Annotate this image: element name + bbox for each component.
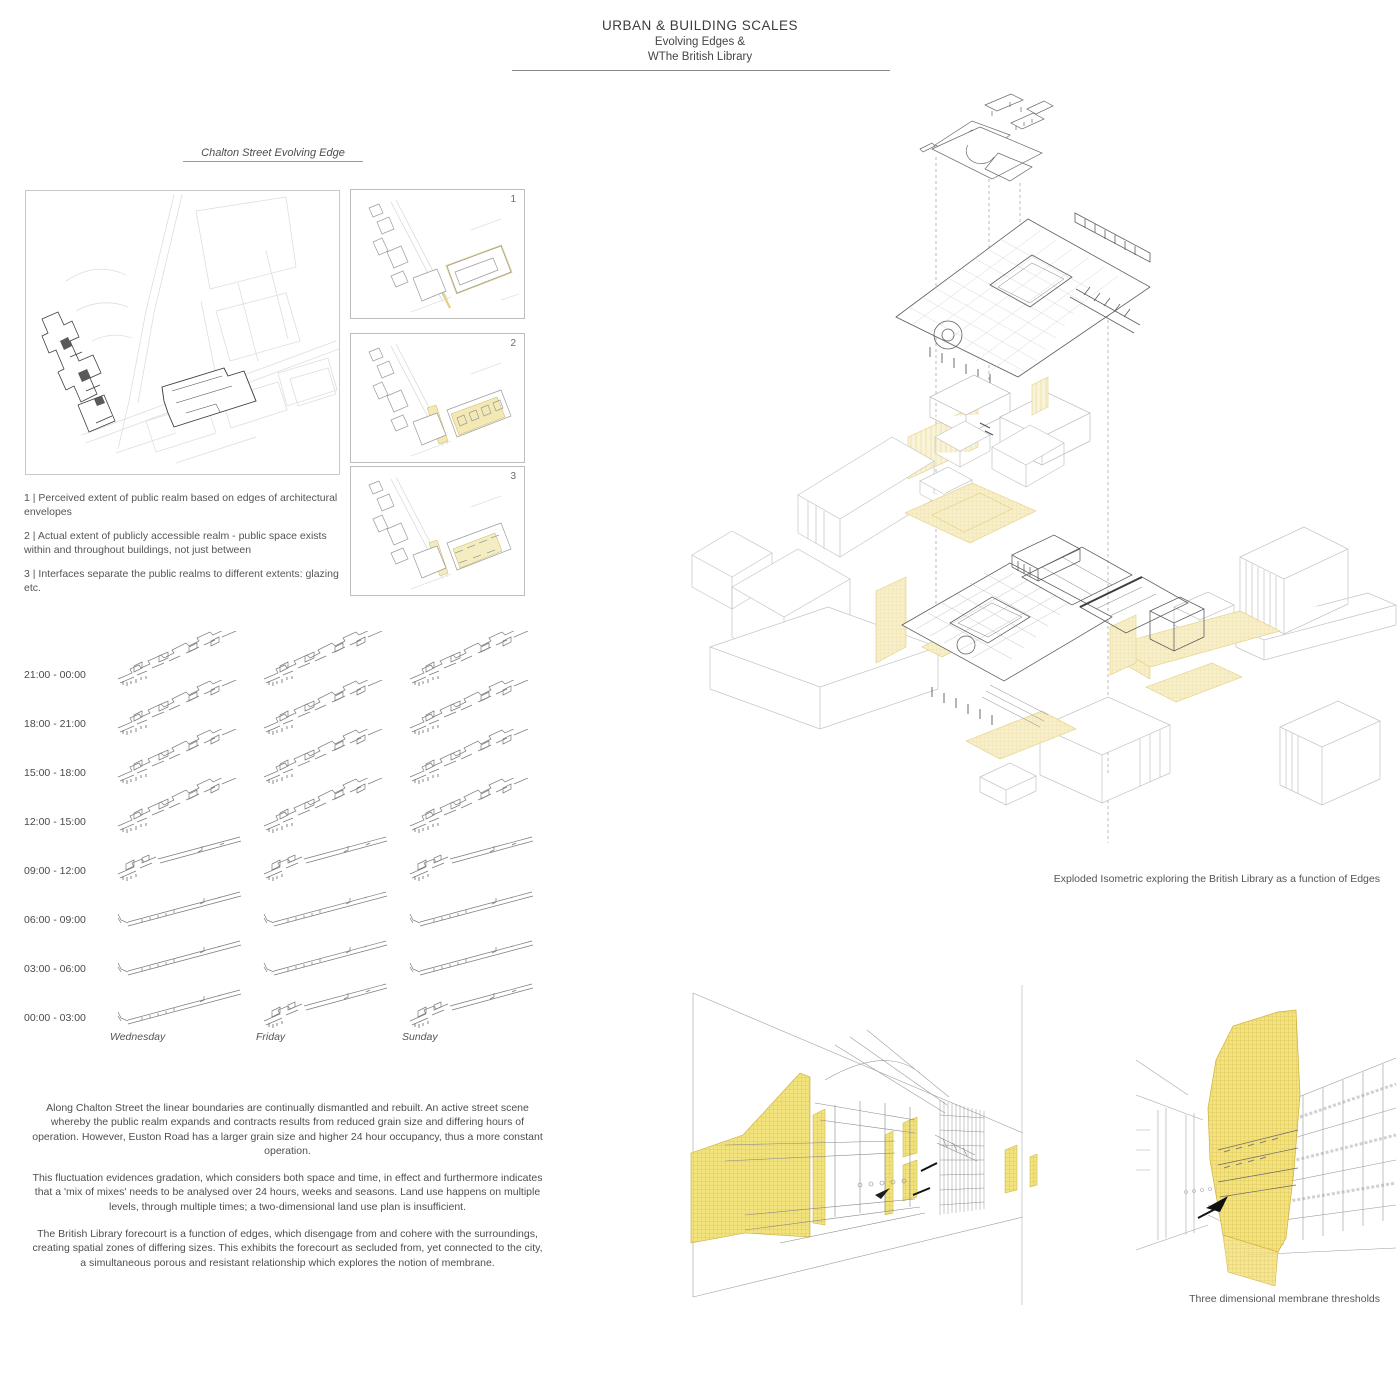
grid-cell-wednesday-row8 — [112, 974, 247, 1034]
exploded-isometric-drawing — [680, 85, 1400, 865]
page-subtitle-1: Evolving Edges & — [654, 36, 746, 48]
header — [0, 18, 1400, 63]
time-label-0900-1200: 09:00 - 12:00 — [24, 865, 86, 877]
time-label-1800-2100: 18:00 - 21:00 — [24, 718, 86, 730]
perspective-section — [685, 985, 1105, 1305]
site-map — [25, 190, 340, 475]
analysis-paragraph-2: This fluctuation evidences gradation, which considers both space and time, in effect and furthermore indicates that a 'mix of mixes' needs to be analysed over 24 hours, weeks and seasons. Land use happens on multiple levels, through multiple times; a two-dimensional land use plan is insufficient. — [32, 1172, 543, 1213]
panel-2 — [350, 333, 525, 463]
time-label-1500-1800: 15:00 - 18:00 — [24, 767, 86, 779]
panel-1-number: 1 — [510, 194, 516, 205]
note-item-2: 2 | Actual extent of publicly accessible realm - public space exists within and throughout buildings, not just between — [24, 530, 327, 556]
time-label-2100-0000: 21:00 - 00:00 — [24, 669, 86, 681]
day-label-wednesday: Wednesday — [110, 1031, 166, 1043]
panel-2-number: 2 — [510, 338, 516, 349]
perspective-interior-drawing — [1128, 1000, 1400, 1290]
panel-3-drawing — [351, 467, 524, 593]
page-title: URBAN & BUILDING SCALES — [601, 18, 799, 33]
analysis-paragraphs — [30, 1101, 545, 1283]
time-label-1200-1500: 12:00 - 15:00 — [24, 816, 86, 828]
panel-3-number: 3 — [510, 471, 516, 482]
time-label-0300-0600: 03:00 - 06:00 — [24, 963, 86, 975]
perspective-section-drawing — [685, 985, 1105, 1305]
note-item-3: 3 | Interfaces separate the public realms to different extents: glazing etc. — [24, 568, 339, 594]
day-label-sunday: Sunday — [402, 1031, 438, 1043]
panel-2-drawing — [351, 334, 524, 460]
time-label-0600-0900: 06:00 - 09:00 — [24, 914, 86, 926]
page-subtitle-2: WThe British Library — [647, 51, 753, 63]
grid-cell-sunday-row8 — [404, 974, 539, 1034]
site-map-drawing — [26, 191, 339, 474]
header-rule — [512, 70, 890, 71]
notes-list — [24, 492, 349, 606]
day-label-friday: Friday — [256, 1031, 286, 1043]
panel-3 — [350, 466, 525, 596]
exploded-isometric — [680, 85, 1400, 865]
analysis-paragraph-1: Along Chalton Street the linear boundaries are continually dismantled and rebuilt. An active street scene whereby the public realm expands and contracts results from reduced grain size and differing hours of operation. However, Euston Road has a larger grain size and higher 24 hour occupancy, thus a more constant operation. — [32, 1102, 543, 1157]
panel-1 — [350, 189, 525, 319]
panel-1-drawing — [351, 190, 524, 316]
section-label: Chalton Street Evolving Edge — [201, 147, 345, 159]
time-label-0000-0300: 00:00 - 03:00 — [24, 1012, 86, 1024]
perspective-interior — [1128, 1000, 1400, 1290]
iso-caption: Exploded Isometric exploring the British Library as a function of Edges — [1053, 873, 1380, 885]
analysis-paragraph-3: The British Library forecourt is a function of edges, which disengage from and cohere with the surroundings, creating spatial zones of differing sizes. This exhibits the forecourt as secluded from, yet connected to the city, a simultaneous porous and resistant relationship which explores the notion of membrane. — [32, 1228, 543, 1269]
grid-cell-friday-row8 — [258, 974, 393, 1034]
note-item-1: 1 | Perceived extent of public realm based on edges of architectural envelopes — [24, 492, 338, 518]
section-label-rule — [183, 161, 363, 162]
membrane-caption: Three dimensional membrane thresholds — [1189, 1293, 1380, 1305]
